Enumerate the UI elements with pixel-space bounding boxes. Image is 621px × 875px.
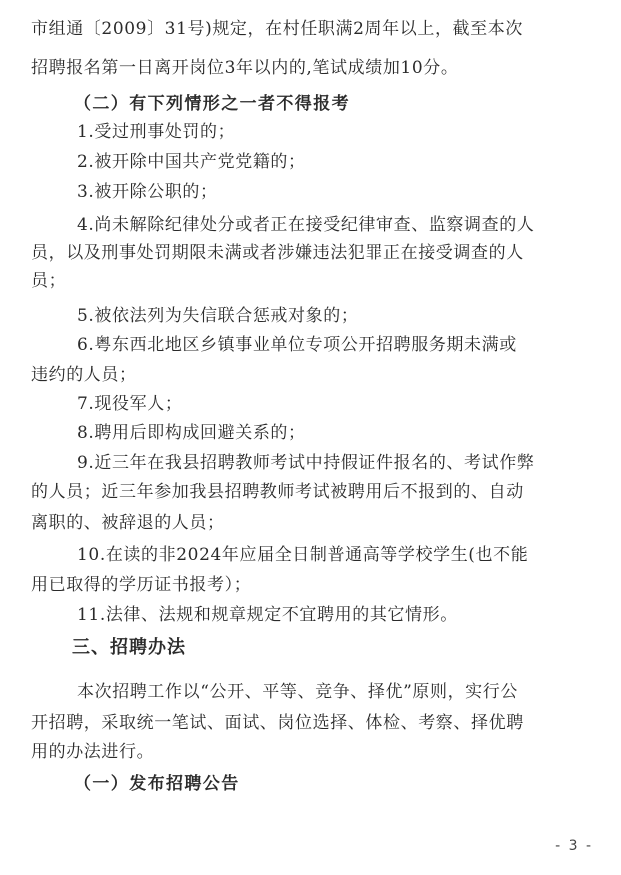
list-item-continuation: 员；	[31, 271, 67, 291]
section-subheading: （二）有下列情形之一者不得报考	[74, 94, 350, 114]
list-item: 7.现役军人；	[77, 394, 183, 414]
list-item: 11.法律、法规和规章规定不宜聘用的其它情形。	[77, 605, 458, 625]
list-item-continuation: 的人员；近三年参加我县招聘教师考试被聘用后不报到的、自动	[31, 482, 524, 502]
list-item-continuation: 离职的、被辞退的人员；	[31, 513, 225, 533]
list-item: 4.尚未解除纪律处分或者正在接受纪律审查、监察调查的人	[77, 215, 535, 235]
list-item-continuation: 用已取得的学历证书报考）；	[31, 575, 252, 595]
section-heading: 三、招聘办法	[72, 637, 186, 658]
paragraph-line: 招聘报名第一日离开岗位3年以内的,笔试成绩加10分。	[31, 58, 459, 78]
list-item: 6.粤东西北地区乡镇事业单位专项公开招聘服务期未满或	[77, 335, 517, 355]
paragraph-line: 本次招聘工作以“公开、平等、竞争、择优”原则，实行公	[77, 682, 518, 702]
paragraph-line: 用的办法进行。	[31, 742, 155, 762]
paragraph-line: 开招聘，采取统一笔试、面试、岗位选择、体检、考察、择优聘	[31, 713, 524, 733]
paragraph-line: 市组通〔2009〕31号)规定，在村任职满2周年以上，截至本次	[31, 19, 523, 39]
section-subheading: （一）发布招聘公告	[74, 774, 240, 794]
list-item: 1.受过刑事处罚的；	[77, 122, 236, 142]
list-item: 5.被依法列为失信联合惩戒对象的；	[77, 306, 359, 326]
list-item: 3.被开除公职的；	[77, 182, 218, 202]
page-number: - 3 -	[555, 838, 593, 854]
list-item-continuation: 违约的人员；	[31, 365, 137, 385]
list-item-continuation: 员，以及刑事处罚期限未满或者涉嫌违法犯罪正在接受调查的人	[31, 243, 524, 263]
list-item: 8.聘用后即构成回避关系的；	[77, 423, 306, 443]
list-item: 2.被开除中国共产党党籍的；	[77, 152, 306, 172]
list-item: 9.近三年在我县招聘教师考试中持假证件报名的、考试作弊	[77, 453, 535, 473]
list-item: 10.在读的非2024年应届全日制普通高等学校学生(也不能	[77, 545, 529, 565]
